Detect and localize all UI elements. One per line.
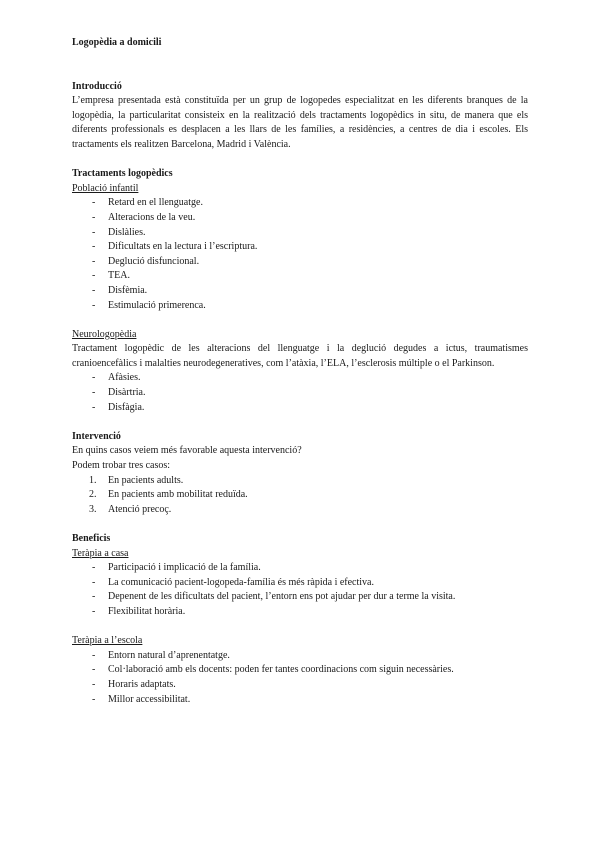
child-list bbox=[72, 196, 528, 313]
intro-paragraph: L’empresa presentada està constituïda per un grup de logopedes especialitzat en les diferents branques de la logopèdia, la particularitat consisteix en la realització dels tractaments logopèdics in situ, de manera que els diferents professionals es desplacen a les llars de les famílies, a residències, a centres de dia i escoles. Els tractaments els realitzen Barcelona, Madrid i València. bbox=[72, 95, 528, 150]
list-item: - TEA. bbox=[92, 270, 130, 282]
child-subheading: Població infantil bbox=[72, 182, 139, 194]
benefits-section bbox=[72, 532, 528, 707]
document-title: Logopèdia a domicili bbox=[72, 37, 162, 48]
list-item: - Retard en el llenguatge. bbox=[92, 197, 203, 209]
document-page bbox=[72, 36, 528, 707]
list-item: 3. Atenció precoç. bbox=[89, 503, 172, 515]
home-list bbox=[72, 561, 528, 619]
intervention-section bbox=[72, 430, 528, 518]
intervention-heading: Intervenció bbox=[72, 430, 121, 442]
treatments-heading: Tractaments logopèdics bbox=[72, 168, 173, 180]
list-item: - Participació i implicació de la família. bbox=[92, 562, 261, 574]
list-item: 2. En pacients amb mobilitat reduïda. bbox=[89, 489, 248, 501]
list-item: - Alteracions de la veu. bbox=[92, 211, 196, 223]
school-list bbox=[72, 649, 528, 707]
list-item: - Disfàgia. bbox=[92, 401, 145, 413]
list-item: - Dislàlies. bbox=[92, 226, 146, 238]
list-item: - Flexibilitat horària. bbox=[92, 605, 186, 617]
intervention-list bbox=[72, 474, 528, 518]
school-subheading: Teràpia a l’escola bbox=[72, 635, 143, 647]
list-item: - Horaris adaptats. bbox=[92, 678, 176, 690]
list-item: - Disàrtria. bbox=[92, 387, 146, 399]
neuro-paragraph: Tractament logopèdic de les alteracions del llenguatge i la deglució degudes a ictus, traumatismes cranioencefàlics i malalties neurodegeneratives, com l’atàxia, l’ELA, l’esclerosis múltiple o el Parkinson. bbox=[72, 343, 528, 369]
list-item: - Estimulació primerenca. bbox=[92, 299, 206, 311]
list-item: - La comunicació pacient-logopeda-família és més ràpida i efectiva. bbox=[92, 576, 374, 588]
intervention-intro: Podem trobar tres casos: bbox=[72, 460, 171, 472]
benefits-heading: Beneficis bbox=[72, 533, 111, 544]
treatments-section bbox=[72, 167, 528, 415]
list-item: - Dificultats en la lectura i l’escriptura. bbox=[92, 241, 258, 253]
neuro-list bbox=[72, 371, 528, 415]
neuro-subheading: Neurologopèdia bbox=[72, 328, 137, 340]
list-item: - Disfèmia. bbox=[92, 284, 148, 296]
intro-section bbox=[72, 80, 528, 153]
list-item: 1. En pacients adults. bbox=[89, 474, 184, 486]
list-item: - Millor accessibilitat. bbox=[92, 693, 191, 705]
list-item: - Depenent de les dificultats del pacient, l’entorn ens pot ajudar per dur a terme la visita. bbox=[92, 591, 456, 603]
intro-heading: Introducció bbox=[72, 80, 122, 92]
list-item: - Afàsies. bbox=[92, 372, 141, 384]
list-item: - Deglució disfuncional. bbox=[92, 255, 200, 267]
list-item: - Col·laboració amb els docents: poden fer tantes coordinacions com siguin necessàries. bbox=[92, 664, 454, 676]
list-item: - Entorn natural d’aprenentatge. bbox=[92, 649, 230, 661]
intervention-question: En quins casos veiem més favorable aquesta intervenció? bbox=[72, 445, 302, 457]
home-subheading: Teràpia a casa bbox=[72, 547, 129, 559]
